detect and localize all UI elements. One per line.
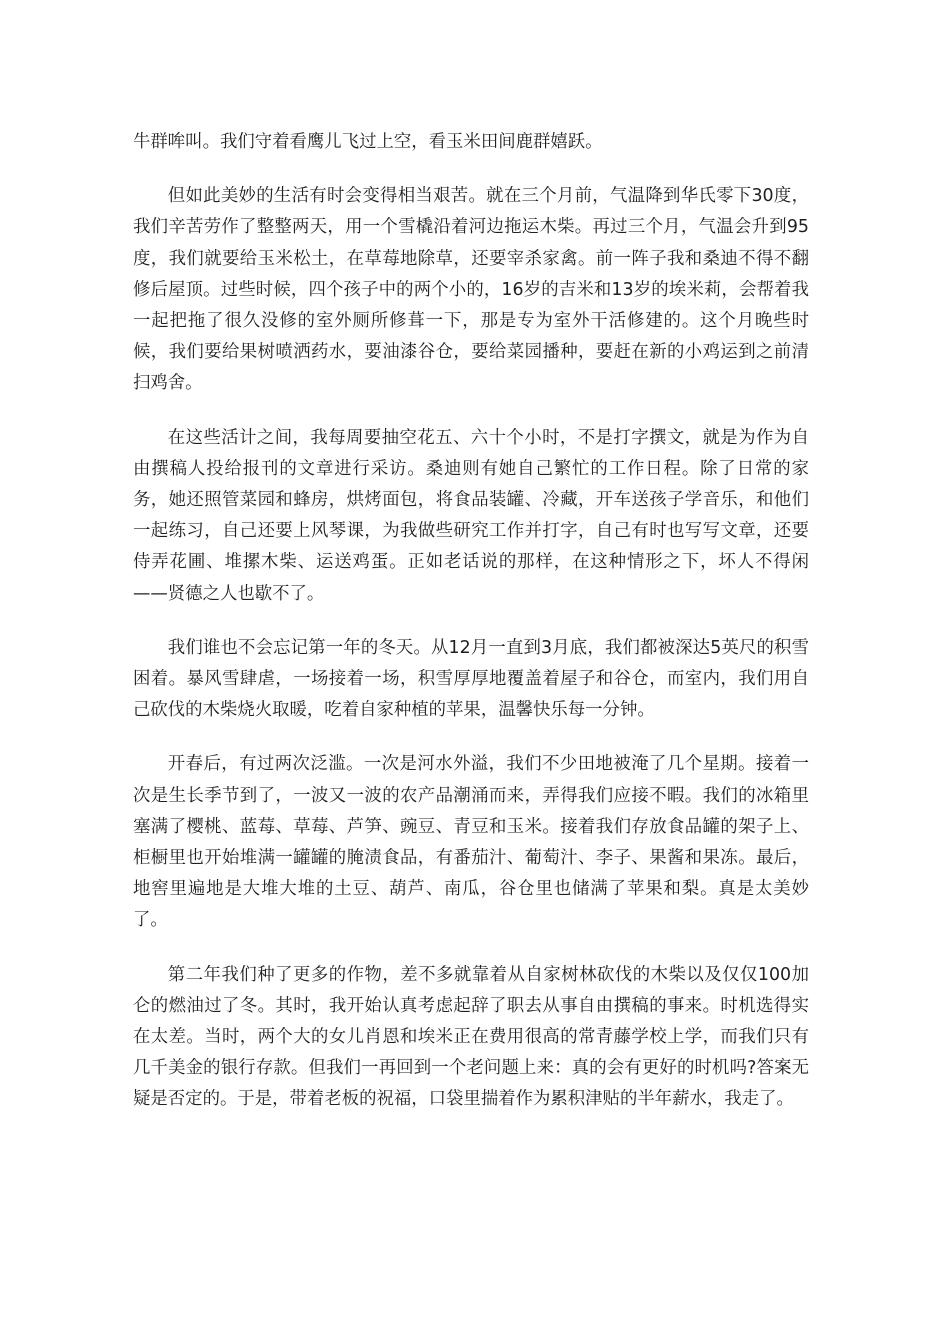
article-body (133, 127, 809, 1116)
paragraph: 我们谁也不会忘记第一年的冬天。从12月一直到3月底，我们都被深达5英尺的积雪困着。暴风雪肆虐，一场接着一场，积雪厚厚地覆盖着屋子和谷仓，而室内，我们用自己砍伐的木柴烧火取暖，吃着自家种植的苹果，温馨快乐每一分钟。 (133, 637, 809, 721)
paragraph: 第二年我们种了更多的作物，差不多就靠着从自家树林砍伐的木柴以及仅仅100加仑的燃油过了冬。其时，我开始认真考虑起辞了职去从事自由撰稿的事来。时机选得实在太差。当时，两个大的女儿肖恩和埃米正在费用很高的常青藤学校上学，而我们只有几千美金的银行存款。但我们一再回到一个老问题上来：真的会有更好的时机吗?答案无疑是否定的。于是，带着老板的祝福，口袋里揣着作为累积津贴的半年薪水，我走了。 (133, 964, 809, 1110)
paragraph: 开春后，有过两次泛滥。一次是河水外溢，我们不少田地被淹了几个星期。接着一次是生长季节到了，一波又一波的农产品潮涌而来，弄得我们应接不暇。我们的冰箱里塞满了樱桃、蓝莓、草莓、芦笋、豌豆、青豆和玉米。接着我们存放食品罐的架子上、柜橱里也开始堆满一罐罐的腌渍食品，有番茄汁、葡萄汁、李子、果酱和果冻。最后，地窖里遍地是大堆大堆的土豆、葫芦、南瓜，谷仓里也储满了苹果和梨。真是太美妙了。 (133, 754, 809, 931)
paragraph: 在这些活计之间，我每周要抽空花五、六十个小时，不是打字撰文，就是为作为自由撰稿人投给报刊的文章进行采访。桑迪则有她自己繁忙的工作日程。除了日常的家务，她还照管菜园和蜂房，烘烤面包，将食品装罐、冷藏，开车送孩子学音乐，和他们一起练习，自己还要上风琴课，为我做些研究工作并打字，自己有时也写写文章，还要侍弄花圃、堆摞木柴、运送鸡蛋。正如老话说的那样，在这种情形之下，坏人不得闲——贤德之人也歇不了。 (133, 427, 809, 604)
paragraph-continuation: 牛群哞叫。我们守着看鹰儿飞过上空，看玉米田间鹿群嬉跃。 (133, 132, 603, 152)
paragraph: 但如此美妙的生活有时会变得相当艰苦。就在三个月前，气温降到华氏零下30度，我们辛苦劳作了整整两天，用一个雪橇沿着河边拖运木柴。再过三个月，气温会升到95度，我们就要给玉米松土，在草莓地除草，还要宰杀家禽。前一阵子我和桑迪不得不翻修后屋顶。过些时候，四个孩子中的两个小的，16岁的吉米和13岁的埃米莉，会帮着我一起把拖了很久没修的室外厕所修葺一下，那是专为室外干活修建的。这个月晚些时候，我们要给果树喷洒药水，要油漆谷仓，要给菜园播种，要赶在新的小鸡运到之前清扫鸡舍。 (133, 186, 809, 394)
